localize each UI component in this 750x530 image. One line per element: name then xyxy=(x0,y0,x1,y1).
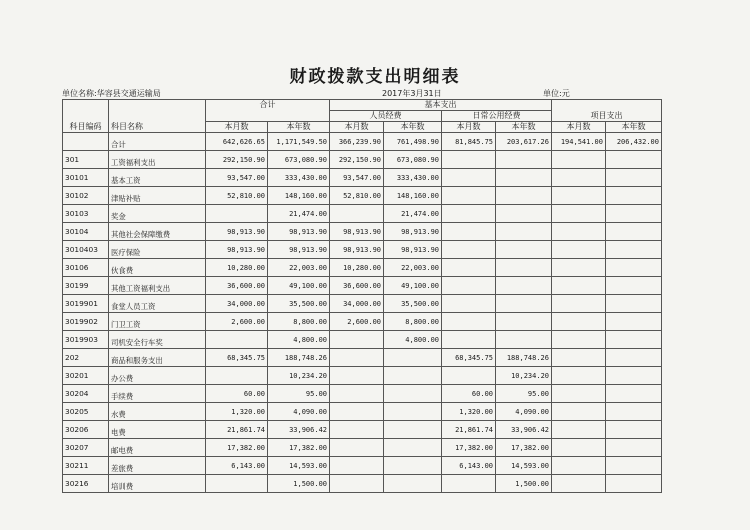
cell-public-year xyxy=(496,223,552,241)
cell-total-month: 6,143.00 xyxy=(206,457,268,475)
cell-personnel-year: 8,800.00 xyxy=(384,313,442,331)
table-row xyxy=(63,205,662,223)
cell-personnel-year xyxy=(384,403,442,421)
cell-project-year xyxy=(606,367,662,385)
cell-project-year xyxy=(606,187,662,205)
cell-personnel-year: 148,160.00 xyxy=(384,187,442,205)
row-code: 30216 xyxy=(63,475,109,493)
header-basic: 基本支出 xyxy=(330,100,552,111)
cell-personnel-month: 2,600.00 xyxy=(330,313,384,331)
header-public-month: 本月数 xyxy=(442,122,496,133)
cell-public-month: 6,143.00 xyxy=(442,457,496,475)
cell-personnel-year: 98,913.90 xyxy=(384,223,442,241)
cell-total-month: 1,320.00 xyxy=(206,403,268,421)
unit-name: 单位名称:华容县交通运输局 xyxy=(62,89,161,98)
cell-total-month: 52,810.00 xyxy=(206,187,268,205)
cell-total-year: 4,800.00 xyxy=(268,331,330,349)
cell-public-year: 17,382.00 xyxy=(496,439,552,457)
cell-project-year xyxy=(606,241,662,259)
cell-public-month xyxy=(442,223,496,241)
cell-total-month: 34,000.00 xyxy=(206,295,268,313)
cell-personnel-month xyxy=(330,475,384,493)
row-name: 培训费 xyxy=(109,475,206,493)
cell-total-year: 4,090.00 xyxy=(268,403,330,421)
row-code: 30207 xyxy=(63,439,109,457)
cell-total-year: 49,100.00 xyxy=(268,277,330,295)
cell-total-year: 35,500.00 xyxy=(268,295,330,313)
cell-project-year xyxy=(606,385,662,403)
header-public-year: 本年数 xyxy=(496,122,552,133)
row-code: 30104 xyxy=(63,223,109,241)
cell-public-year xyxy=(496,169,552,187)
row-name: 其他社会保障缴费 xyxy=(109,223,206,241)
cell-project-month xyxy=(552,349,606,367)
cell-project-month: 194,541.00 xyxy=(552,133,606,151)
table-row xyxy=(63,421,662,439)
row-name: 基本工资 xyxy=(109,169,206,187)
cell-total-month: 21,861.74 xyxy=(206,421,268,439)
cell-total-year: 10,234.20 xyxy=(268,367,330,385)
table-row xyxy=(63,403,662,421)
cell-total-month: 60.00 xyxy=(206,385,268,403)
cell-total-year: 22,003.00 xyxy=(268,259,330,277)
row-name: 津贴补贴 xyxy=(109,187,206,205)
cell-public-month xyxy=(442,313,496,331)
cell-total-month: 17,382.00 xyxy=(206,439,268,457)
cell-personnel-year xyxy=(384,475,442,493)
cell-total-month: 68,345.75 xyxy=(206,349,268,367)
cell-total-month: 292,150.90 xyxy=(206,151,268,169)
cell-project-month xyxy=(552,151,606,169)
table-row xyxy=(63,331,662,349)
cell-project-month xyxy=(552,187,606,205)
cell-public-month xyxy=(442,295,496,313)
cell-total-year: 8,800.00 xyxy=(268,313,330,331)
table-row xyxy=(63,475,662,493)
cell-public-month xyxy=(442,277,496,295)
row-code: 30101 xyxy=(63,169,109,187)
cell-public-year: 203,617.26 xyxy=(496,133,552,151)
header-code: 科目编码 xyxy=(63,100,109,133)
cell-project-month xyxy=(552,205,606,223)
cell-project-month xyxy=(552,295,606,313)
cell-project-month xyxy=(552,475,606,493)
cell-personnel-year xyxy=(384,457,442,475)
table-row xyxy=(63,259,662,277)
cell-public-month xyxy=(442,169,496,187)
row-code: 3019901 xyxy=(63,295,109,313)
row-name: 差旅费 xyxy=(109,457,206,475)
row-name: 水费 xyxy=(109,403,206,421)
cell-total-year: 21,474.00 xyxy=(268,205,330,223)
cell-personnel-month: 98,913.90 xyxy=(330,241,384,259)
table-row xyxy=(63,223,662,241)
row-code: 3010403 xyxy=(63,241,109,259)
cell-personnel-year xyxy=(384,421,442,439)
cell-personnel-month xyxy=(330,331,384,349)
cell-project-month xyxy=(552,457,606,475)
expenditure-table xyxy=(62,99,662,493)
row-name: 合计 xyxy=(109,133,206,151)
table-row xyxy=(63,277,662,295)
cell-personnel-year: 35,500.00 xyxy=(384,295,442,313)
header-public: 日常公用经费 xyxy=(442,111,552,122)
report-title: 财政拨款支出明细表 xyxy=(289,67,461,87)
cell-total-month xyxy=(206,475,268,493)
cell-personnel-month: 10,280.00 xyxy=(330,259,384,277)
cell-public-month xyxy=(442,475,496,493)
cell-public-year xyxy=(496,277,552,295)
row-code: 30103 xyxy=(63,205,109,223)
cell-public-year xyxy=(496,241,552,259)
table-row xyxy=(63,187,662,205)
row-code: 30102 xyxy=(63,187,109,205)
cell-personnel-year: 761,498.90 xyxy=(384,133,442,151)
cell-personnel-month: 292,150.90 xyxy=(330,151,384,169)
cell-public-year: 10,234.20 xyxy=(496,367,552,385)
row-name: 工资福利支出 xyxy=(109,151,206,169)
cell-total-month xyxy=(206,331,268,349)
cell-personnel-month xyxy=(330,457,384,475)
cell-total-year: 1,500.00 xyxy=(268,475,330,493)
row-code: 30205 xyxy=(63,403,109,421)
cell-personnel-month xyxy=(330,439,384,457)
table-row xyxy=(63,313,662,331)
cell-personnel-month: 36,600.00 xyxy=(330,277,384,295)
row-code: 30206 xyxy=(63,421,109,439)
cell-public-year xyxy=(496,295,552,313)
cell-public-year: 4,090.00 xyxy=(496,403,552,421)
header-project-year: 本年数 xyxy=(606,122,662,133)
row-code: 30211 xyxy=(63,457,109,475)
cell-total-year: 17,382.00 xyxy=(268,439,330,457)
row-code: 3019903 xyxy=(63,331,109,349)
cell-personnel-year: 98,913.90 xyxy=(384,241,442,259)
cell-personnel-month xyxy=(330,421,384,439)
row-code: 301 xyxy=(63,151,109,169)
row-name: 手续费 xyxy=(109,385,206,403)
cell-personnel-year: 22,003.00 xyxy=(384,259,442,277)
row-name: 电费 xyxy=(109,421,206,439)
cell-project-year xyxy=(606,169,662,187)
cell-personnel-year: 49,100.00 xyxy=(384,277,442,295)
cell-public-year: 33,906.42 xyxy=(496,421,552,439)
header-total-year: 本年数 xyxy=(268,122,330,133)
cell-public-month xyxy=(442,187,496,205)
cell-personnel-month: 34,000.00 xyxy=(330,295,384,313)
table-row xyxy=(63,133,662,151)
cell-personnel-month xyxy=(330,367,384,385)
table-row xyxy=(63,241,662,259)
cell-project-month xyxy=(552,331,606,349)
cell-public-month: 81,845.75 xyxy=(442,133,496,151)
cell-public-month xyxy=(442,205,496,223)
table-row xyxy=(63,367,662,385)
cell-project-month xyxy=(552,367,606,385)
cell-personnel-month: 98,913.90 xyxy=(330,223,384,241)
cell-personnel-year xyxy=(384,349,442,367)
cell-personnel-year xyxy=(384,367,442,385)
table-row xyxy=(63,439,662,457)
cell-project-year xyxy=(606,421,662,439)
cell-personnel-year: 333,430.00 xyxy=(384,169,442,187)
cell-total-year: 98,913.90 xyxy=(268,223,330,241)
cell-public-year xyxy=(496,187,552,205)
row-name: 办公费 xyxy=(109,367,206,385)
cell-project-year xyxy=(606,439,662,457)
header-personnel: 人员经费 xyxy=(330,111,442,122)
cell-personnel-month: 366,239.90 xyxy=(330,133,384,151)
cell-personnel-year: 4,800.00 xyxy=(384,331,442,349)
cell-total-year: 33,906.42 xyxy=(268,421,330,439)
cell-public-year: 95.00 xyxy=(496,385,552,403)
row-name: 伙食费 xyxy=(109,259,206,277)
header-personnel-year: 本年数 xyxy=(384,122,442,133)
header-personnel-month: 本月数 xyxy=(330,122,384,133)
row-code: 30204 xyxy=(63,385,109,403)
cell-project-year: 206,432.00 xyxy=(606,133,662,151)
cell-total-year: 148,160.00 xyxy=(268,187,330,205)
cell-total-month: 93,547.00 xyxy=(206,169,268,187)
cell-personnel-month: 93,547.00 xyxy=(330,169,384,187)
cell-public-year xyxy=(496,259,552,277)
cell-total-year: 1,171,549.50 xyxy=(268,133,330,151)
cell-personnel-month xyxy=(330,403,384,421)
cell-public-month: 68,345.75 xyxy=(442,349,496,367)
cell-public-month: 21,861.74 xyxy=(442,421,496,439)
row-code: 202 xyxy=(63,349,109,367)
cell-project-year xyxy=(606,349,662,367)
cell-public-month xyxy=(442,259,496,277)
header-project-month: 本月数 xyxy=(552,122,606,133)
cell-public-year xyxy=(496,313,552,331)
row-code: 3019902 xyxy=(63,313,109,331)
cell-personnel-year: 673,080.90 xyxy=(384,151,442,169)
cell-total-year: 98,913.90 xyxy=(268,241,330,259)
cell-project-month xyxy=(552,169,606,187)
cell-public-month: 60.00 xyxy=(442,385,496,403)
cell-project-month xyxy=(552,241,606,259)
header-total: 合计 xyxy=(206,100,330,122)
cell-project-month xyxy=(552,277,606,295)
cell-project-month xyxy=(552,385,606,403)
cell-public-month xyxy=(442,241,496,259)
cell-project-month xyxy=(552,421,606,439)
row-name: 邮电费 xyxy=(109,439,206,457)
cell-total-month: 36,600.00 xyxy=(206,277,268,295)
cell-total-month: 10,280.00 xyxy=(206,259,268,277)
cell-project-month xyxy=(552,439,606,457)
cell-total-month xyxy=(206,367,268,385)
cell-total-year: 188,748.26 xyxy=(268,349,330,367)
row-name: 门卫工资 xyxy=(109,313,206,331)
cell-public-month xyxy=(442,331,496,349)
currency-unit: 单位:元 xyxy=(543,89,570,98)
cell-project-month xyxy=(552,259,606,277)
cell-total-year: 673,080.90 xyxy=(268,151,330,169)
header-total-month: 本月数 xyxy=(206,122,268,133)
cell-public-year: 1,500.00 xyxy=(496,475,552,493)
cell-project-year xyxy=(606,331,662,349)
cell-project-month xyxy=(552,403,606,421)
row-name: 医疗保险 xyxy=(109,241,206,259)
table-row xyxy=(63,169,662,187)
cell-project-year xyxy=(606,295,662,313)
table-row xyxy=(63,457,662,475)
cell-public-month: 17,382.00 xyxy=(442,439,496,457)
cell-personnel-year xyxy=(384,385,442,403)
cell-total-year: 95.00 xyxy=(268,385,330,403)
cell-personnel-month xyxy=(330,349,384,367)
cell-total-year: 14,593.00 xyxy=(268,457,330,475)
cell-public-month xyxy=(442,151,496,169)
cell-project-year xyxy=(606,223,662,241)
table-row xyxy=(63,295,662,313)
row-name: 司机安全行车奖 xyxy=(109,331,206,349)
cell-public-month: 1,320.00 xyxy=(442,403,496,421)
cell-public-year xyxy=(496,151,552,169)
row-name: 食堂人员工资 xyxy=(109,295,206,313)
cell-personnel-month xyxy=(330,205,384,223)
header-name: 科目名称 xyxy=(109,100,206,133)
cell-project-year xyxy=(606,313,662,331)
table-row xyxy=(63,349,662,367)
cell-project-year xyxy=(606,259,662,277)
cell-public-year: 14,593.00 xyxy=(496,457,552,475)
cell-total-month: 98,913.90 xyxy=(206,223,268,241)
cell-project-year xyxy=(606,151,662,169)
row-code: 30201 xyxy=(63,367,109,385)
cell-total-month: 98,913.90 xyxy=(206,241,268,259)
cell-project-month xyxy=(552,223,606,241)
row-code: 30106 xyxy=(63,259,109,277)
row-code xyxy=(63,133,109,151)
cell-public-year: 188,748.26 xyxy=(496,349,552,367)
row-name: 奖金 xyxy=(109,205,206,223)
header-project: 项目支出 xyxy=(552,100,662,122)
cell-total-month xyxy=(206,205,268,223)
row-name: 其他工资福利支出 xyxy=(109,277,206,295)
report-date: 2017年3月31日 xyxy=(382,89,442,98)
cell-project-year xyxy=(606,457,662,475)
cell-project-year xyxy=(606,475,662,493)
cell-project-year xyxy=(606,403,662,421)
cell-public-year xyxy=(496,331,552,349)
cell-total-month: 642,626.65 xyxy=(206,133,268,151)
row-code: 30199 xyxy=(63,277,109,295)
cell-personnel-month xyxy=(330,385,384,403)
table-row xyxy=(63,151,662,169)
cell-public-year xyxy=(496,205,552,223)
cell-total-month: 2,600.00 xyxy=(206,313,268,331)
cell-personnel-month: 52,810.00 xyxy=(330,187,384,205)
cell-project-year xyxy=(606,205,662,223)
row-name: 商品和服务支出 xyxy=(109,349,206,367)
cell-total-year: 333,430.00 xyxy=(268,169,330,187)
cell-project-month xyxy=(552,313,606,331)
cell-public-month xyxy=(442,367,496,385)
table-row xyxy=(63,385,662,403)
cell-personnel-year: 21,474.00 xyxy=(384,205,442,223)
cell-personnel-year xyxy=(384,439,442,457)
cell-project-year xyxy=(606,277,662,295)
